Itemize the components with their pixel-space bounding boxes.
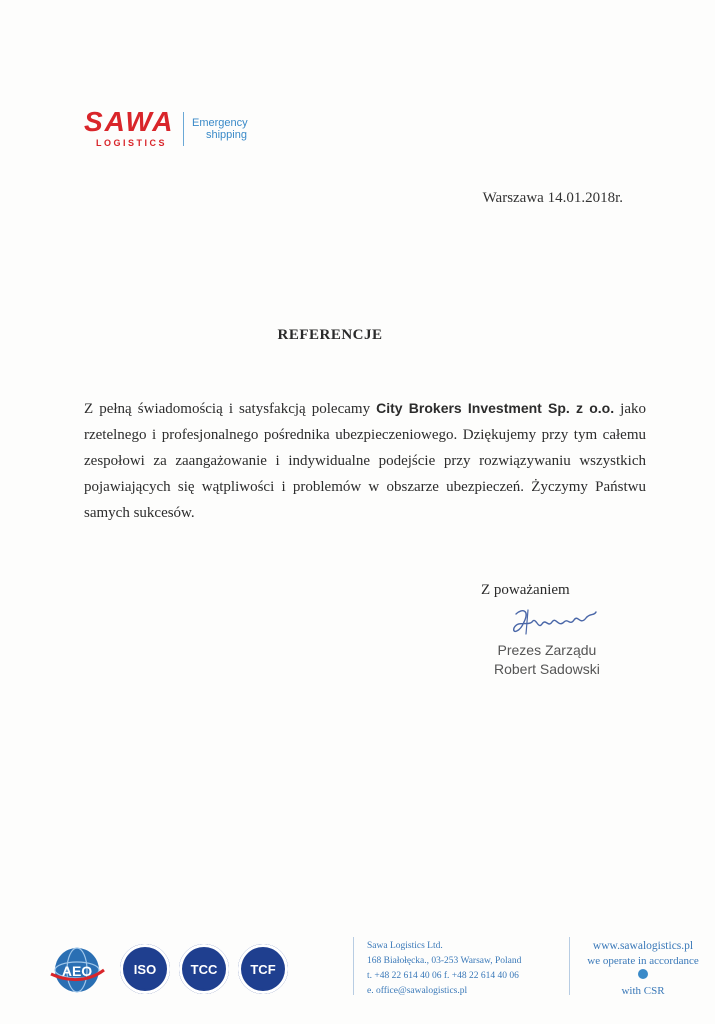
- signer-name: Robert Sadowski: [494, 661, 600, 677]
- handwritten-signature: [508, 604, 600, 642]
- logo-divider: [183, 112, 184, 146]
- logo-sub-text: LOGISTICS: [96, 138, 168, 148]
- footer-company: Sawa Logistics Ltd.: [367, 941, 443, 951]
- letter-title: REFERENCJE: [277, 327, 383, 343]
- closing-text: Z poważaniem: [481, 582, 570, 598]
- signer-block: [494, 641, 600, 679]
- tagline-line2: shipping: [206, 129, 247, 141]
- body-part2: jako rzetelnego i profesjonalnego pośrednika ubezpieczeniowego. Dziękujemy przy tym całemu zespołowi za zaangażowanie i indywidualne podejście przy rozwiązywaniu wszystkich pojawiających się wątpliwości i problemów w obszarze ubezpieczeń. Życzymy Państwu samych sukcesów.: [84, 401, 646, 521]
- footer-divider-right: [569, 937, 570, 995]
- iso-badge-icon: [120, 944, 170, 994]
- footer-web: [585, 939, 701, 999]
- footer-csr-row: [585, 969, 701, 999]
- tcf-badge-icon: [238, 944, 288, 994]
- footer-email[interactable]: e. office@sawalogistics.pl: [367, 986, 468, 996]
- footer-address: [367, 939, 521, 999]
- tagline: [192, 117, 248, 141]
- letter-date: Warszawa 14.01.2018r.: [482, 190, 623, 206]
- aeo-badge-icon: [48, 944, 106, 996]
- company-name: City Brokers Investment Sp. z o.o.: [376, 400, 615, 416]
- logo-main-text: SAWA: [84, 106, 175, 137]
- tcc-badge-icon: [179, 944, 229, 994]
- sawa-logo: [84, 108, 174, 148]
- letter-body: [84, 395, 646, 526]
- footer-website-link[interactable]: www.sawalogistics.pl: [592, 940, 694, 952]
- aeo-badge-label: AEO: [61, 963, 93, 979]
- footer-divider-left: [353, 937, 354, 995]
- iso-badge-label: ISO: [133, 961, 157, 977]
- body-part1: Z pełną świadomością i satysfakcją polecamy: [84, 401, 377, 417]
- footer-street: 168 Białołęcka., 03-253 Warsaw, Poland: [367, 956, 522, 966]
- footer-csr-line1: we operate in accordance: [587, 955, 699, 967]
- tagline-line1: Emergency: [192, 117, 248, 129]
- footer-csr-line2: with CSR: [621, 985, 665, 997]
- tcc-badge-label: TCC: [190, 961, 218, 977]
- footer-phone: t. +48 22 614 40 06 f. +48 22 614 40 06: [367, 971, 519, 981]
- tcf-badge-label: TCF: [250, 961, 276, 977]
- signer-role: Prezes Zarządu: [497, 642, 597, 658]
- csr-icon: [638, 969, 648, 979]
